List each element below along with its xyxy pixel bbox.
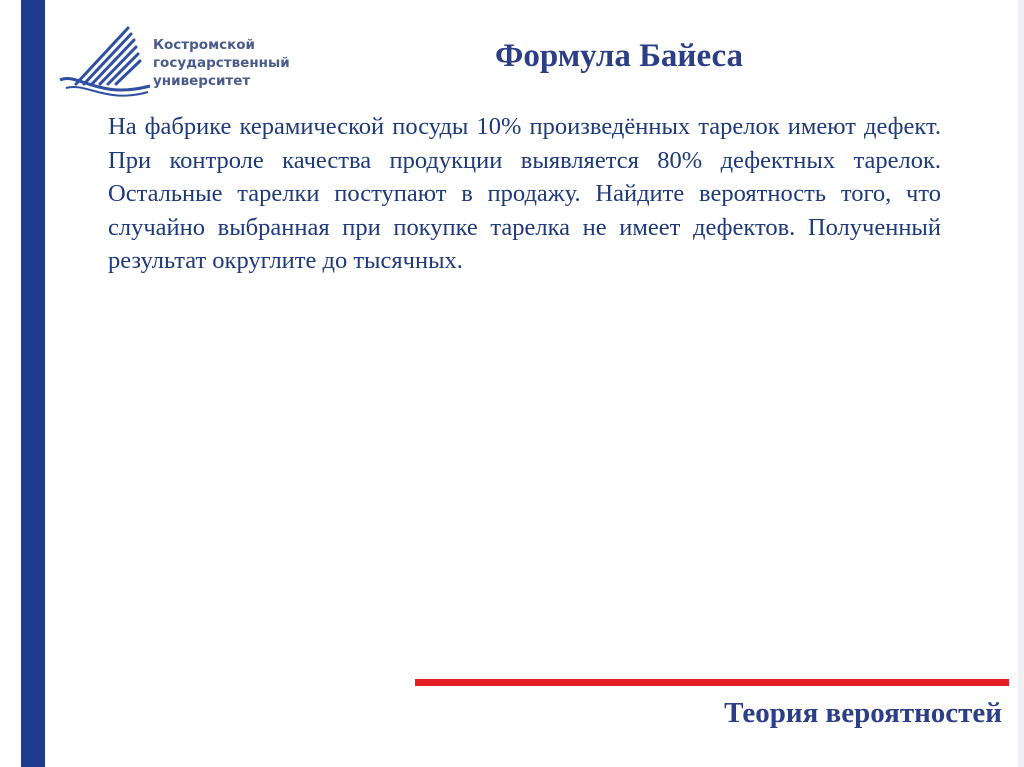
footer-subject: Теория вероятностей — [724, 697, 1002, 729]
logo-line-1: Костромской — [153, 37, 256, 53]
logo-line-3: университет — [153, 73, 251, 89]
problem-statement: На фабрике керамической посуды 10% произведённых тарелок имеют дефект. При контроле качества продукции выявляется 80% дефектных тарелок. Остальные тарелки поступают в продажу. Найдите вероятность того, что случайно выбранная при покупке тарелка не имеет дефектов. Полученный результат округлите до тысячных. — [108, 113, 941, 274]
slide-title: Формула Байеса — [495, 38, 744, 74]
university-logo — [58, 22, 328, 102]
university-name — [153, 36, 290, 90]
left-accent-bar — [21, 0, 45, 767]
university-emblem-icon — [58, 22, 153, 102]
logo-line-2: государственный — [153, 55, 290, 71]
footer-divider — [415, 679, 1009, 686]
right-edge-strip — [1018, 0, 1024, 767]
